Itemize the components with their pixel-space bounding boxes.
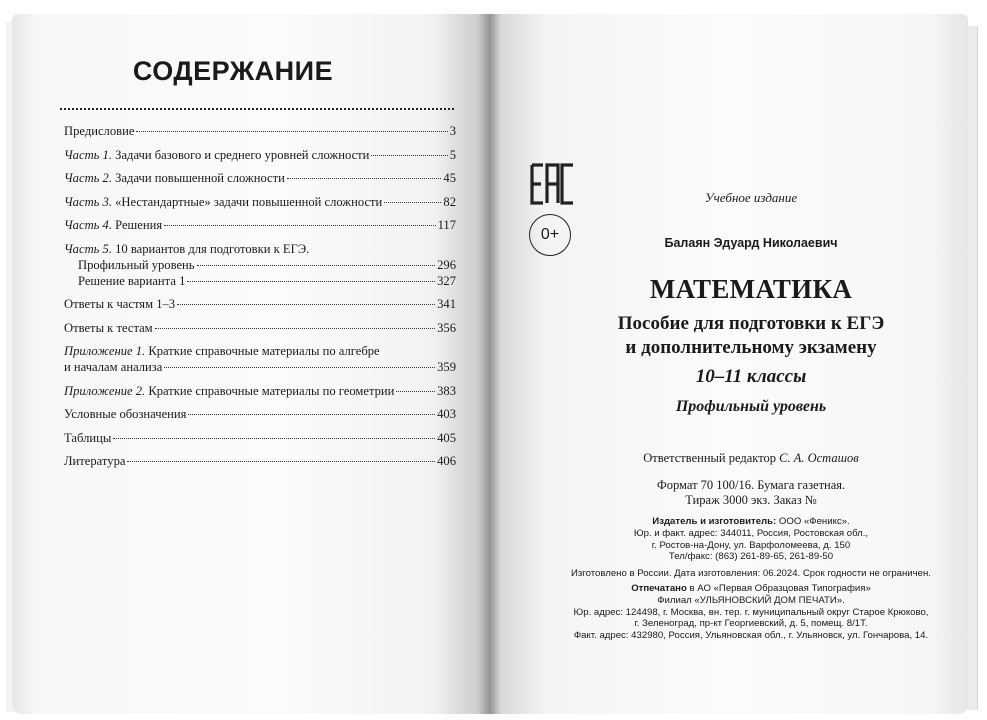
book-title: МАТЕМАТИКА — [649, 274, 853, 304]
toc-list — [64, 124, 456, 478]
toc-entry: Решение варианта 1 327 — [78, 273, 456, 288]
print-format: Формат 70 100/16. Бумага газетная. Тираж 3000 экз. Заказ № — [656, 478, 846, 507]
toc-heading: СОДЕРЖАНИЕ — [132, 56, 334, 86]
eac-certification-icon — [530, 162, 574, 206]
toc-entry: Предисловие 3 — [64, 124, 456, 138]
age-rating-badge: 0+ — [529, 214, 571, 256]
toc-entry: Часть 3. «Нестандартные» задачи повышенной сложности 82 — [64, 194, 456, 209]
spine-shadow — [478, 14, 500, 714]
toc-entry: Часть 2. Задачи повышенной сложности 45 — [64, 171, 456, 185]
printer-info: Отпечатано в АО «Первая Образцовая Типография» Филиал «УЛЬЯНОВСКИЙ ДОМ ПЕЧАТИ». Юр. адрес: 124498, г. Москва, вн. тер. г. муниципальный округ Старое Крюково, г. Зеленоград, пр-кт Георгиевский, д. 5, помещ. 8/1Т. Факт. адрес: 432980, Россия, Ульяновская обл., г. Ульяновск, ул. Гончарова, 14. — [573, 583, 929, 642]
publisher-info: Издатель и изготовитель: ООО «Феникс». Юр. и факт. адрес: 344011, Россия, Ростовская обл., г. Ростов-на-Дону, ул. Варфоломеева, д. 150 Тел/факс: (863) 261-89-65, 261-89-50 — [633, 516, 869, 563]
toc-entry: Условные обозначения 403 — [64, 407, 456, 421]
toc-entry: Профильный уровень 296 — [78, 257, 456, 272]
toc-entry: и началам анализа 359 — [64, 360, 456, 374]
toc-entry: Ответы к тестам 356 — [64, 320, 456, 335]
toc-entry: Часть 1. Задачи базового и среднего уровней сложности 5 — [64, 147, 456, 162]
toc-entry: Часть 5. 10 вариантов для подготовки к ЕГЭ. — [64, 241, 310, 256]
manufacturing-note: Изготовлено в России. Дата изготовления: 06.2024. Срок годности не ограничен. — [571, 568, 931, 579]
edition-type: Учебное издание — [704, 190, 798, 205]
toc-entry: Приложение 1. Краткие справочные материалы по алгебре — [64, 344, 380, 358]
toc-entry: Ответы к частям 1–3 341 — [64, 297, 456, 311]
grades: 10–11 классы — [695, 366, 807, 387]
responsible-editor: Ответственный редактор С. А. Осташов — [643, 451, 859, 465]
toc-entry: Таблицы 405 — [64, 430, 456, 445]
book-subtitle: Пособие для подготовки к ЕГЭ и дополнительному экзамену — [617, 313, 885, 358]
toc-entry: Литература 406 — [64, 454, 456, 468]
exam-level: Профильный уровень — [675, 398, 827, 415]
toc-entry: Приложение 2. Краткие справочные материалы по геометрии 383 — [64, 383, 456, 398]
author-name: Балаян Эдуард Николаевич — [664, 236, 838, 250]
toc-entry: Часть 4. Решения 117 — [64, 218, 456, 232]
toc-divider — [60, 108, 454, 110]
